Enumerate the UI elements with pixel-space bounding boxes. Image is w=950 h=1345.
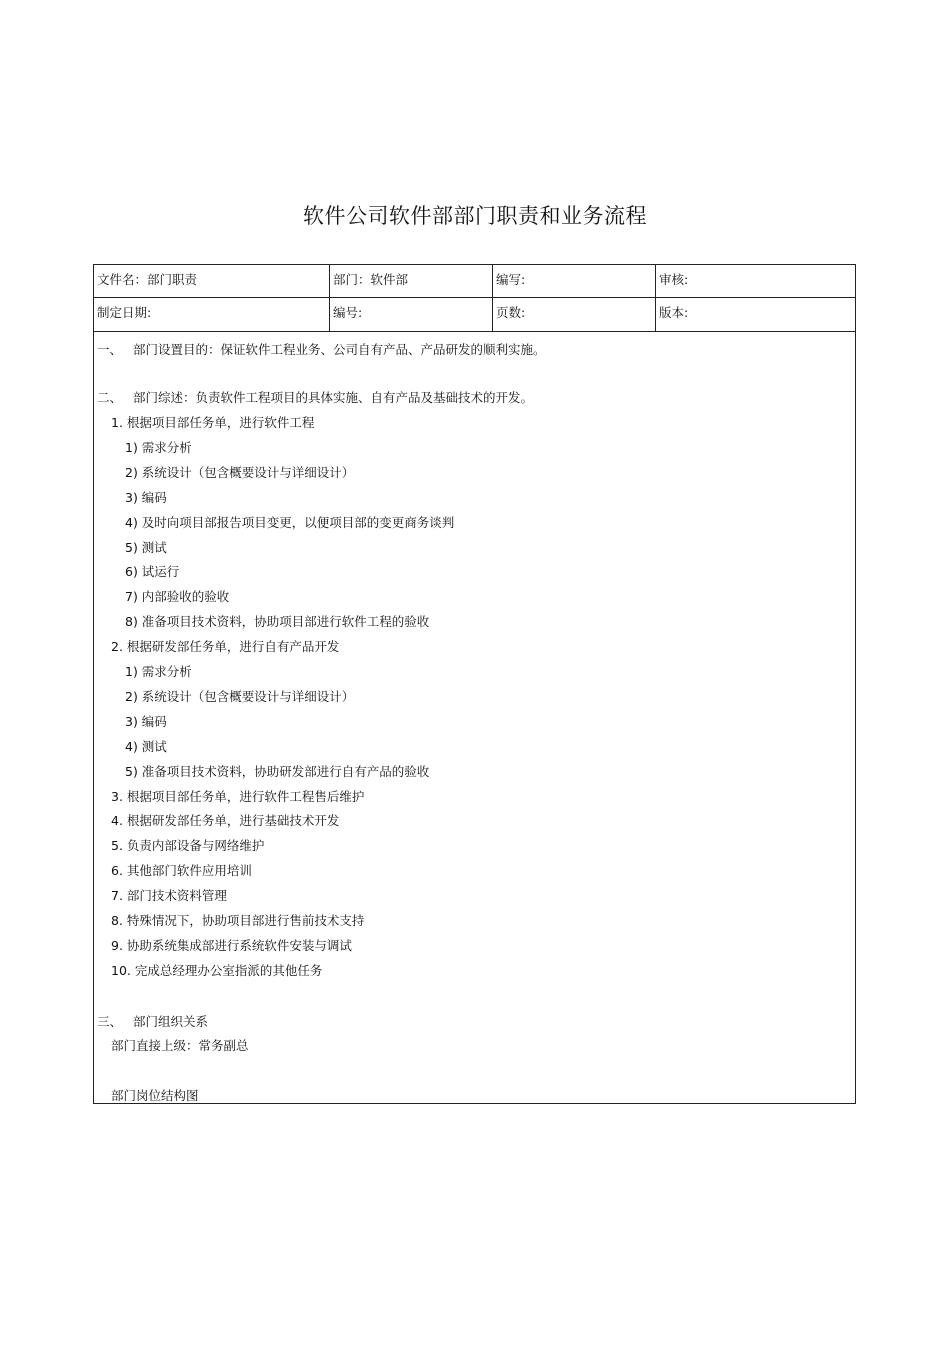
list-item: 3. 根据项目部任务单，进行软件工程售后维护	[111, 789, 365, 804]
section-1-number: 一、	[97, 342, 123, 357]
section-2-number: 二、	[97, 390, 123, 405]
list-item: 7. 部门技术资料管理	[111, 888, 227, 903]
org-chart-label: 部门岗位结构图	[111, 1088, 199, 1103]
list-item: 5) 测试	[125, 540, 167, 555]
list-item: 1. 根据项目部任务单，进行软件工程	[111, 415, 315, 430]
direct-superior: 部门直接上级：常务副总	[111, 1038, 249, 1053]
list-item: 5) 准备项目技术资料，协助研发部进行自有产品的验收	[125, 764, 430, 779]
file-name-cell: 文件名：部门职责	[94, 265, 330, 297]
document-title: 软件公司软件部部门职责和业务流程	[303, 204, 647, 228]
department-cell: 部门：软件部	[330, 265, 493, 297]
list-item: 6) 试运行	[125, 564, 180, 579]
section-3-text: 部门组织关系	[133, 1014, 209, 1029]
list-item: 4. 根据研发部任务单，进行基础技术开发	[111, 813, 340, 828]
list-item: 3) 编码	[125, 490, 167, 505]
list-item: 2. 根据研发部任务单，进行自有产品开发	[111, 639, 340, 654]
author-cell: 编写:	[493, 265, 656, 297]
list-item: 6. 其他部门软件应用培训	[111, 863, 252, 878]
list-item: 1) 需求分析	[125, 440, 192, 455]
version-cell: 版本:	[659, 305, 689, 320]
section-1-text: 部门设置目的：保证软件工程业务、公司自有产品、产品研发的顺利实施。	[133, 342, 546, 357]
section-2-text: 部门综述：负责软件工程项目的具体实施、自有产品及基础技术的开发。	[133, 390, 534, 405]
date-cell: 制定日期:	[94, 298, 330, 331]
list-item: 9. 协助系统集成部进行系统软件安装与调试	[111, 938, 352, 953]
list-item: 7) 内部验收的验收	[125, 589, 230, 604]
header-row-2	[94, 298, 855, 332]
list-item: 1) 需求分析	[125, 664, 192, 679]
reviewer-cell: 审核:	[659, 272, 689, 287]
list-item: 8) 准备项目技术资料，协助项目部进行软件工程的验收	[125, 614, 430, 629]
document-table	[93, 264, 856, 1104]
pages-cell: 页数:	[493, 298, 656, 331]
list-item: 5. 负责内部设备与网络维护	[111, 838, 265, 853]
number-cell: 编号:	[330, 298, 493, 331]
list-item: 4) 及时向项目部报告项目变更，以便项目部的变更商务谈判	[125, 515, 455, 530]
list-item: 3) 编码	[125, 714, 167, 729]
list-item: 8. 特殊情况下，协助项目部进行售前技术支持	[111, 913, 365, 928]
list-item: 2) 系统设计（包含概要设计与详细设计）	[125, 689, 355, 704]
list-item: 2) 系统设计（包含概要设计与详细设计）	[125, 465, 355, 480]
header-row-1	[94, 265, 855, 298]
list-item: 10. 完成总经理办公室指派的其他任务	[111, 963, 323, 978]
list-item: 4) 测试	[125, 739, 167, 754]
section-3-number: 三、	[97, 1014, 123, 1029]
